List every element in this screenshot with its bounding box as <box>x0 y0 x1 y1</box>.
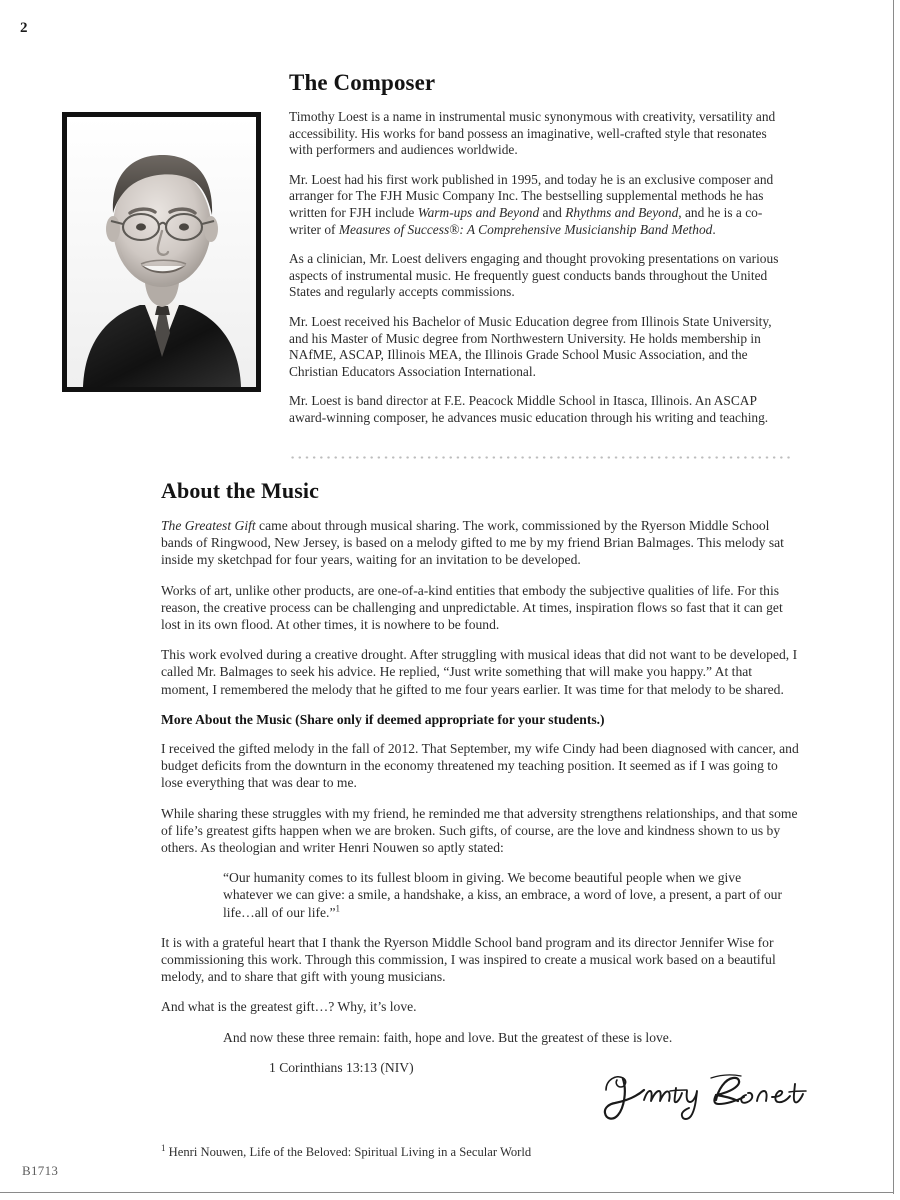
dotted-divider <box>289 456 793 459</box>
composer-paragraph-2-mid-2: , and he is a co-writer of <box>289 204 763 237</box>
composer-heading: The Composer <box>289 70 436 95</box>
about-paragraph-4: I received the gifted melody in the fall of 2012. That September, my wife Cindy had been diagnosed with cancer, and budget deficits from the downturn in the economy threatened my teaching position. It seemed as if I was going to lose everything that was dear to me. <box>161 741 799 791</box>
composer-paragraph-2-lead: Mr. Loest had his first work published in 1995, and today he is an exclusive composer and arranger for The FJH Music Company Inc. The bestselling supplemental methods he has written for FJH include <box>289 171 774 220</box>
composer-signature <box>592 1070 822 1126</box>
about-paragraph-5: While sharing these struggles with my friend, he reminded me that adversity strengthens relationships, and that some of life’s greatest gifts happen when we are broken. Such gifts, of course, are the love and kindness shown to us by others. As theologian and writer Henri Nouwen so aptly stated: <box>161 805 798 856</box>
method-title-measures-of-success: Measures of Success®: A Comprehensive Musicianship Band Method <box>338 221 713 237</box>
composer-portrait-image <box>67 117 256 387</box>
composer-paragraph-1: Timothy Loest is a name in instrumental music synonymous with creativity, versatility and accessibility. His works for band possess an imaginative, well-crafted style that resonates with performers and audiences worldwide. <box>289 109 776 158</box>
composer-paragraph-5: Mr. Loest is band director at F.E. Peacock Middle School in Itasca, Illinois. An ASCAP award-winning composer, he advances music education through his writing and teaching. <box>289 393 769 425</box>
footnote-text: Henri Nouwen, Life of the Beloved: Spiritual Living in a Secular World <box>165 1145 532 1159</box>
page-border-bottom <box>0 1192 894 1193</box>
work-title-greatest-gift: The Greatest Gift <box>161 518 256 533</box>
scripture-quote: And now these three remain: faith, hope and love. But the greatest of these is love. <box>223 1029 673 1045</box>
about-the-music-section <box>161 478 801 1086</box>
footnote-marker: 1 <box>161 1142 166 1153</box>
scripture-citation: 1 Corinthians 13:13 (NIV) <box>269 1059 414 1075</box>
about-paragraph-6: It is with a grateful heart that I thank the Ryerson Middle School band program and its director Jennifer Wise for commissioning this work. Through this commission, I was inspired to create a musical work based on a beautiful melody, and to share that gift with young musicians. <box>161 934 776 985</box>
composer-paragraph-4: Mr. Loest received his Bachelor of Music Education degree from Illinois State University, and his Master of Music degree from Northwestern University. He holds membership in NAfME, ASCAP, Illinois MEA, the Illinois Grade School Music Association, and the Christian Educators Association International. <box>289 313 772 379</box>
about-the-music-heading: About the Music <box>161 478 319 503</box>
nouwen-blockquote-text: “Our humanity comes to its fullest bloom in giving. We become beautiful people when we give whatever we can give: a smile, a handshake, a kiss, an embrace, a word of love, a present, a part of our life…all of our life.” <box>223 870 783 920</box>
method-title-rhythms: Rhythms and Beyond <box>565 204 679 220</box>
more-about-the-music-subheading: More About the Music (Share only if deemed appropriate for your students.) <box>161 711 605 727</box>
about-paragraph-2: Works of art, unlike other products, are one-of-a-kind entities that embody the subjective qualities of life. For this reason, the creative process can be challenging and unpredictable. At times, inspiration flows so fast that it can get lost in its own flood. At other times, it is nowhere to be found. <box>161 582 783 633</box>
footnote <box>161 1142 781 1160</box>
composer-paragraph-2-end: . <box>712 221 716 237</box>
footnote-marker-inline: 1 <box>335 903 340 914</box>
about-paragraph-7: And what is the greatest gift…? Why, it’s love. <box>161 999 417 1015</box>
composer-photo-frame <box>62 112 261 392</box>
page-number: 2 <box>20 20 28 36</box>
about-paragraph-1-rest: came about through musical sharing. The work, commissioned by the Ryerson Middle School bands of Ringwood, New Jersey, is based on a melody gifted to me by my friend Brian Balmages. This melody sat inside my sketchpad for four years, waiting for an invitation to be developed. <box>161 518 784 568</box>
nouwen-blockquote <box>223 869 791 921</box>
catalog-number: B1713 <box>22 1163 59 1178</box>
composer-paragraph-2-mid-1: and <box>539 204 566 220</box>
page-border-right <box>893 0 894 1194</box>
composer-paragraph-2 <box>289 172 786 238</box>
about-paragraph-1 <box>161 517 801 569</box>
composer-section <box>289 70 786 427</box>
about-paragraph-3: This work evolved during a creative drought. After struggling with musical ideas that did not want to be developed, I called Mr. Balmages to seek his advice. He replied, “Just write something that will make you happy.” At that moment, I remembered the melody that he gifted to me four years earlier. It was time for that melody to be shared. <box>161 647 798 697</box>
composer-paragraph-3: As a clinician, Mr. Loest delivers engaging and thought provoking presentations on various aspects of instrumental music. He frequently guest conducts bands throughout the United States and regularly accepts commissions. <box>289 251 779 300</box>
method-title-warmups: Warm-ups and Beyond <box>417 204 540 220</box>
